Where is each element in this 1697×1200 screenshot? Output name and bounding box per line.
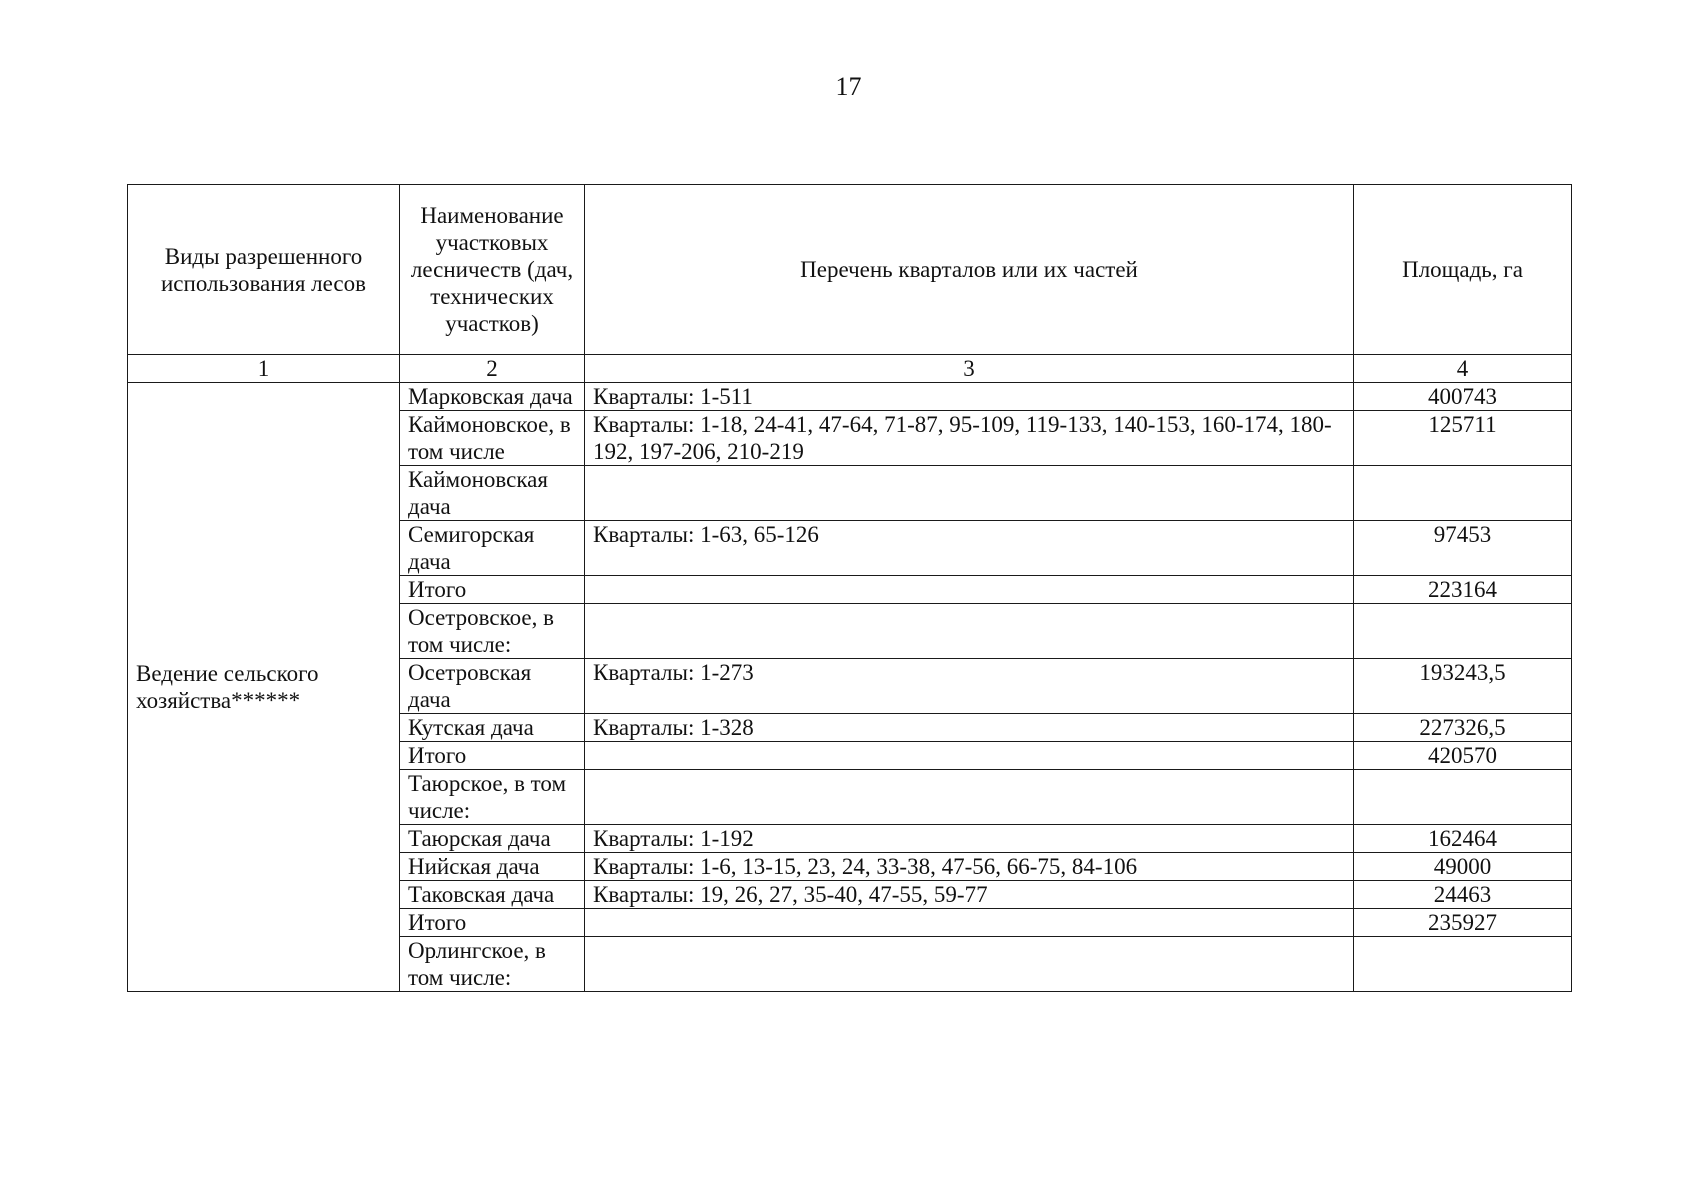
area-value: 97453 — [1354, 521, 1572, 576]
area-value: 193243,5 — [1354, 659, 1572, 714]
forestry-name: Каймоновская дача — [400, 466, 585, 521]
header-area: Площадь, га — [1354, 185, 1572, 355]
column-number: 4 — [1354, 355, 1572, 383]
column-number-row — [128, 355, 1572, 383]
area-value: 162464 — [1354, 825, 1572, 853]
area-value — [1354, 604, 1572, 659]
area-value: 125711 — [1354, 411, 1572, 466]
header-use-type: Виды разрешенного использования лесов — [128, 185, 400, 355]
forestry-name: Таюрское, в том числе: — [400, 770, 585, 825]
column-number: 2 — [400, 355, 585, 383]
forestry-name: Орлингское, в том числе: — [400, 937, 585, 992]
quarters-list — [585, 604, 1354, 659]
quarters-list: Кварталы: 1-192 — [585, 825, 1354, 853]
forestry-name: Осетровская дача — [400, 659, 585, 714]
quarters-list: Кварталы: 1-273 — [585, 659, 1354, 714]
area-value — [1354, 770, 1572, 825]
quarters-list — [585, 937, 1354, 992]
area-value: 49000 — [1354, 853, 1572, 881]
quarters-list: Кварталы: 1-6, 13-15, 23, 24, 33-38, 47-56, 66-75, 84-106 — [585, 853, 1354, 881]
total-label: Итого — [400, 576, 585, 604]
quarters-list — [585, 742, 1354, 770]
area-value — [1354, 937, 1572, 992]
quarters-list: Кварталы: 1-328 — [585, 714, 1354, 742]
quarters-list: Кварталы: 1-63, 65-126 — [585, 521, 1354, 576]
quarters-list — [585, 770, 1354, 825]
forestry-name: Кутская дача — [400, 714, 585, 742]
total-area-value: 223164 — [1354, 576, 1572, 604]
area-value — [1354, 466, 1572, 521]
quarters-list: Кварталы: 19, 26, 27, 35-40, 47-55, 59-77 — [585, 881, 1354, 909]
forestry-name: Осетровское, в том числе: — [400, 604, 585, 659]
page-number: 17 — [835, 72, 862, 101]
quarters-list — [585, 466, 1354, 521]
total-label: Итого — [400, 909, 585, 937]
forestry-name: Таковская дача — [400, 881, 585, 909]
forestry-name: Каймоновское, в том числе — [400, 411, 585, 466]
total-area-value: 235927 — [1354, 909, 1572, 937]
header-forestry-name: Наименование участковых лесничеств (дач, технических участков) — [400, 185, 585, 355]
total-area-value: 420570 — [1354, 742, 1572, 770]
quarters-list — [585, 909, 1354, 937]
column-number: 3 — [585, 355, 1354, 383]
quarters-list: Кварталы: 1-18, 24-41, 47-64, 71-87, 95-109, 119-133, 140-153, 160-174, 180-192, 197-206, 210-219 — [585, 411, 1354, 466]
area-value: 400743 — [1354, 383, 1572, 411]
column-number: 1 — [128, 355, 400, 383]
forestry-name: Семигорская дача — [400, 521, 585, 576]
quarters-list — [585, 576, 1354, 604]
forestry-name: Нийская дача — [400, 853, 585, 881]
area-value: 227326,5 — [1354, 714, 1572, 742]
table-row — [128, 383, 1572, 411]
use-type-cell: Ведение сельского хозяйства****** — [128, 383, 400, 992]
header-row — [128, 185, 1572, 355]
area-value: 24463 — [1354, 881, 1572, 909]
header-quarters-list: Перечень кварталов или их частей — [585, 185, 1354, 355]
forest-use-table — [127, 184, 1572, 992]
forestry-name: Таюрская дача — [400, 825, 585, 853]
total-label: Итого — [400, 742, 585, 770]
quarters-list: Кварталы: 1-511 — [585, 383, 1354, 411]
forestry-name: Марковская дача — [400, 383, 585, 411]
